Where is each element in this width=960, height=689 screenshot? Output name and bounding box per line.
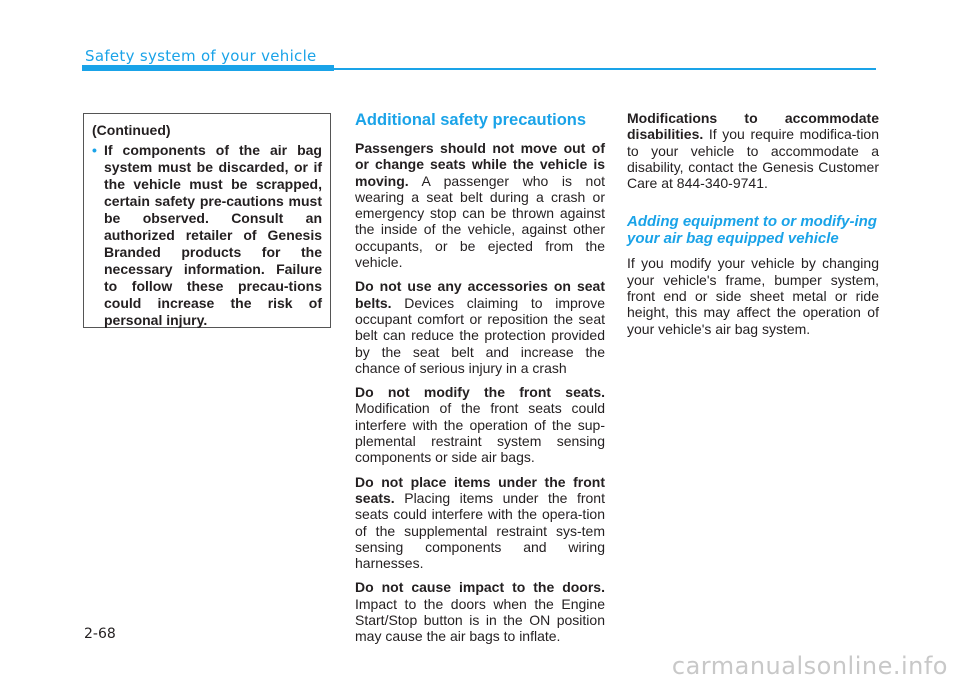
paragraph-lead: Passengers should not move out of or change seats while the vehicle is moving.	[355, 140, 605, 189]
paragraph-lead: Do not modify the front seats.	[355, 384, 605, 401]
paragraph-body: A passenger who is not wearing a seat belt during a crash or emergency stop can be thrown against the inside of the vehicle, against other occupants, or be ejected from the vehicle.	[355, 172, 605, 271]
paragraph-lead: Do not use any accessories on seat belts.	[355, 278, 605, 311]
bullet-icon: •	[92, 142, 97, 158]
right-column	[627, 110, 879, 345]
continued-label: (Continued)	[92, 122, 171, 138]
paragraph-lead: Do not place items under the front seats.	[355, 473, 605, 506]
paragraph-body: Devices claiming to improve occupant comfort or reposition the seat belt can reduce the protection provided by the seat belt and increase the chance of serious injury in a crash	[355, 294, 605, 376]
paragraph-body: Modification of the front seats could interfere with the operation of the sup-plemental restraint system sensing components or side air bags.	[355, 400, 605, 466]
warning-text: If components of the air bag system must be discarded, or if the vehicle must be scrapped, certain safety pre-cautions must be observed. Consult an authorized retailer of Genesis Branded products for the necessary information. Failure to follow these precau-tions could increase the risk of personal injury.	[104, 142, 322, 328]
section-heading: Additional safety precautions	[355, 111, 587, 129]
warning-bullet-item	[92, 142, 322, 329]
paragraph-disabilities	[627, 110, 879, 191]
paragraph-doors	[355, 579, 605, 644]
paragraph-modify-vehicle: If you modify your vehicle by changing your vehicle's frame, bumper system, front end or side sheet metal or ride height, this may affect the operation of your vehicle's air bag system.	[627, 255, 879, 337]
paragraph-lead: Do not cause impact to the doors.	[355, 579, 605, 596]
paragraph-lead: Modifications to accommodate disabilities.	[627, 110, 879, 143]
watermark: carmanualsonline.info	[671, 652, 948, 680]
page-number: 2-68	[84, 626, 116, 642]
section-title: Safety system of your vehicle	[85, 47, 317, 65]
subheading: Adding equipment to or modify-ing your air bag equipped vehicle	[627, 213, 877, 248]
header-rule-thick	[82, 65, 334, 71]
paragraph-passengers	[355, 140, 605, 270]
middle-column	[355, 110, 605, 653]
paragraph-body: If you require modifica-tion to your vehicle to accommodate a disability, contact the Genesis Customer Care at 844-340-9741.	[627, 126, 879, 192]
warning-box	[83, 113, 331, 328]
paragraph-accessories	[355, 278, 605, 376]
paragraph-body: Impact to the doors when the Engine Start/Stop button is in the ON position may cause the air bags to inflate.	[355, 595, 605, 645]
header-rule-thin	[334, 68, 876, 70]
paragraph-front-seats	[355, 384, 605, 465]
paragraph-items-under-seats	[355, 474, 605, 572]
paragraph-body: Placing items under the front seats could interfere with the opera-tion of the supplemental restraint sys-tem sensing components and wiring harnesses.	[355, 489, 605, 572]
